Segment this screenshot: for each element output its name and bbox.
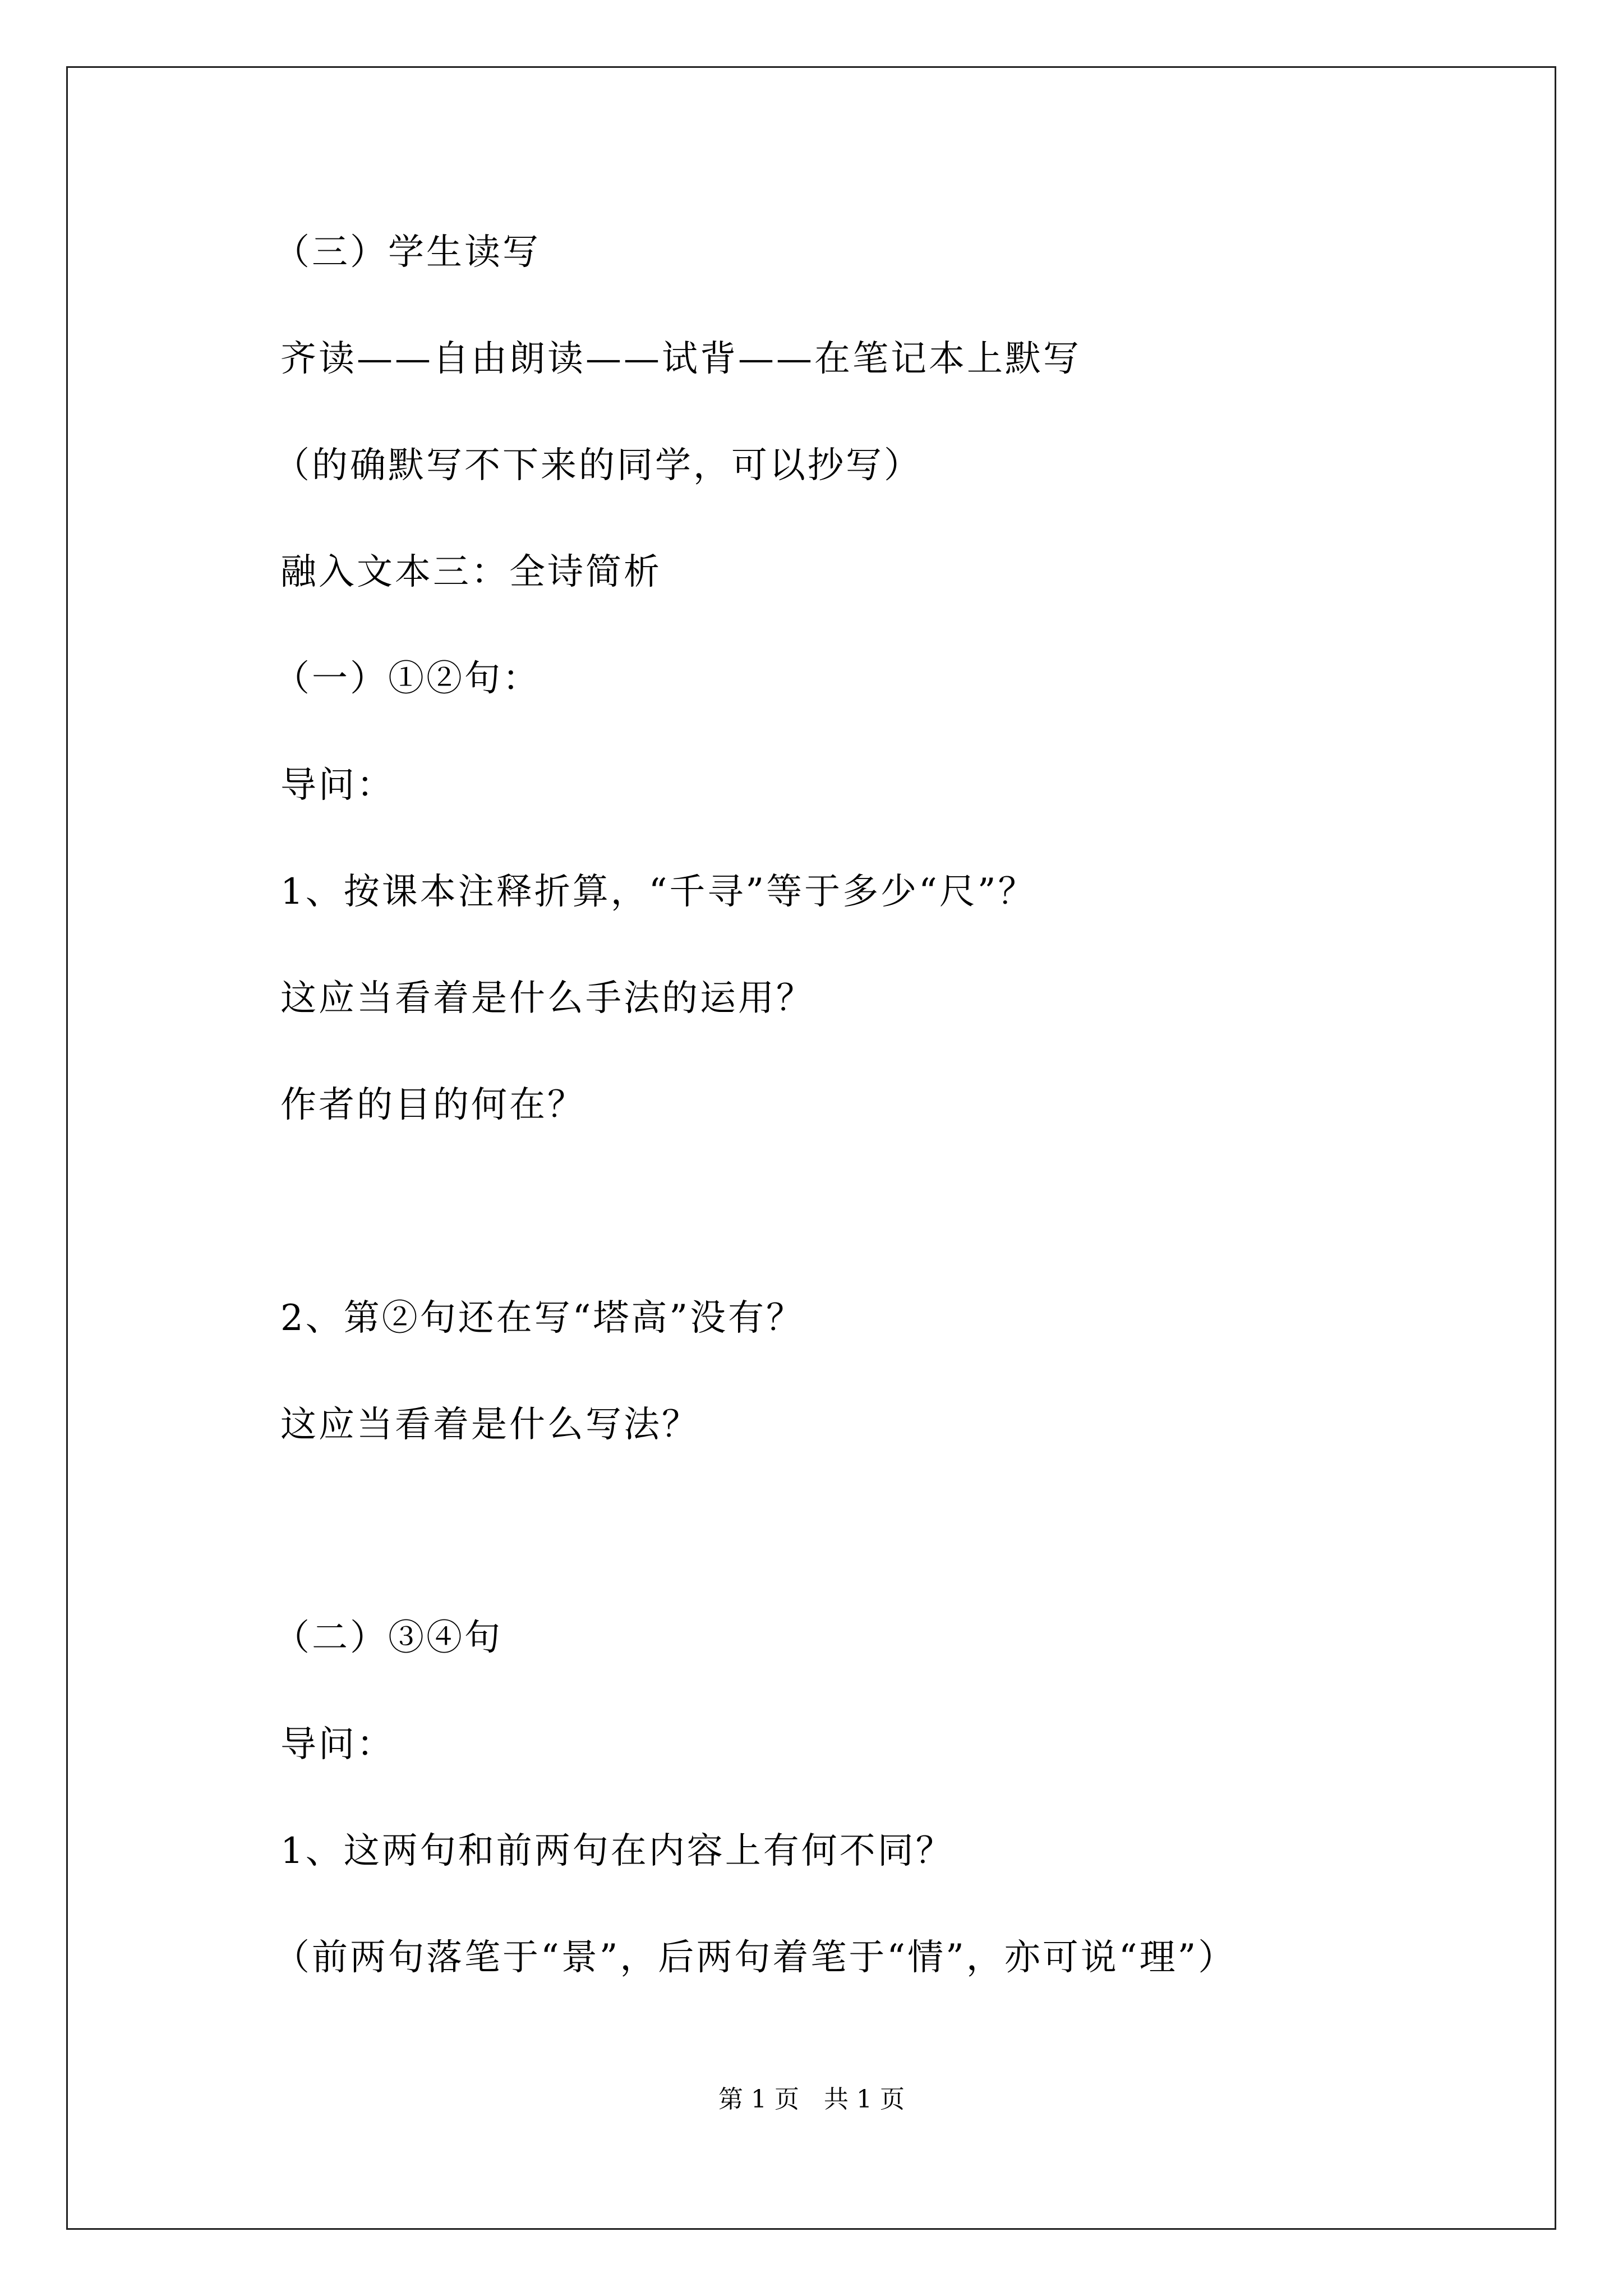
- question-2-tower-height: 2、第②句还在写“塔高”没有？: [280, 1297, 805, 1339]
- reading-steps: 齐读——自由朗读——试背——在笔记本上默写: [280, 338, 1081, 380]
- copy-note: （的确默写不下来的同学，可以抄写）: [274, 445, 922, 486]
- question-1-qianxun: 1、按课本注释折算，“千寻”等于多少“尺”？: [280, 871, 1036, 913]
- guiding-questions-label-2: 导问：: [280, 1724, 395, 1765]
- subsection-heading-lines-1-2: （一）①②句：: [274, 658, 541, 700]
- question-writing-method: 这应当看着是什么写法？: [280, 1404, 700, 1446]
- subsection-heading-lines-3-4: （二）③④句: [274, 1617, 502, 1659]
- page-number-footer: 第 1 页 共 1 页: [718, 2085, 905, 2114]
- question-author-purpose: 作者的目的何在？: [280, 1084, 585, 1126]
- section-heading-students-read-write: （三）学生读写: [274, 232, 541, 273]
- page-border: [66, 66, 1556, 2230]
- answer-scene-emotion: （前两句落笔于“景”，后两句着笔于“情”，亦可说“理”）: [274, 1937, 1237, 1978]
- guiding-questions-label-1: 导问：: [280, 765, 395, 806]
- question-technique: 这应当看着是什么手法的运用？: [280, 978, 814, 1019]
- section-heading-text-three: 融入文本三：全诗简析: [280, 551, 662, 593]
- question-content-difference: 1、这两句和前两句在内容上有何不同？: [280, 1830, 954, 1872]
